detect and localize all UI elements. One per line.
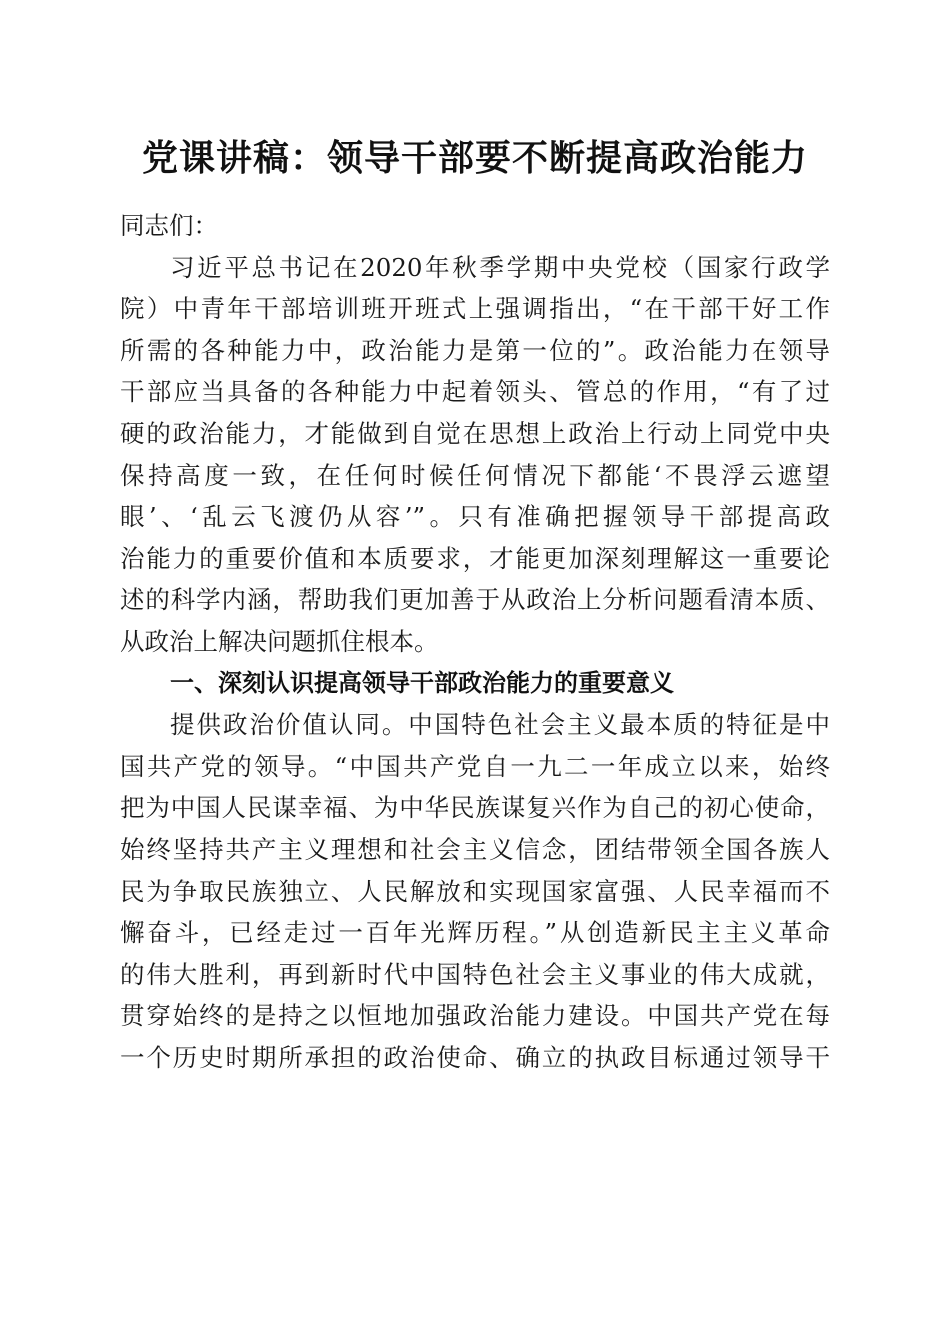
paragraph-line: 习近平总书记在2020年秋季学期中央党校（国家行政学 (170, 252, 830, 282)
paragraph-line: 干部应当具备的各种能力中起着领头、管总的作用，“有了过 (120, 377, 830, 407)
paragraph-line: 懈奋斗，已经走过一百年光辉历程。”从创造新民主主义革命 (120, 918, 830, 948)
paragraph-line: 硬的政治能力，才能做到自觉在思想上政治上行动上同党中央 (120, 418, 830, 448)
salutation: 同志们： (120, 211, 218, 240)
paragraph-line: 从政治上解决问题抓住根本。 (120, 626, 439, 656)
paragraph-line: 提供政治价值认同。中国特色社会主义最本质的特征是中 (170, 710, 830, 740)
document-title: 党课讲稿：领导干部要不断提高政治能力 (141, 137, 808, 179)
paragraph-line: 的伟大胜利，再到新时代中国特色社会主义事业的伟大成就， (120, 959, 830, 989)
paragraph-line: 始终坚持共产主义理想和社会主义信念，团结带领全国各族人 (120, 834, 830, 864)
paragraph-line: 所需的各种能力中，政治能力是第一位的”。政治能力在领导 (120, 335, 830, 365)
paragraph-line: 民为争取民族独立、人民解放和实现国家富强、人民幸福而不 (120, 876, 830, 906)
paragraph-line: 治能力的重要价值和本质要求，才能更加深刻理解这一重要论 (120, 543, 830, 573)
paragraph-line: 国共产党的领导。“中国共产党自一九二一年成立以来，始终 (120, 751, 830, 781)
section-heading: 一、深刻认识提高领导干部政治能力的重要意义 (170, 668, 674, 697)
document-body (120, 205, 830, 1078)
paragraph-line: 述的科学内涵，帮助我们更加善于从政治上分析问题看清本质、 (120, 585, 830, 615)
paragraph-line: 一个历史时期所承担的政治使命、确立的执政目标通过领导干 (120, 1042, 830, 1072)
paragraph-line: 把为中国人民谋幸福、为中华民族谋复兴作为自己的初心使命， (120, 793, 830, 823)
paragraph-line: 院）中青年干部培训班开班式上强调指出，“在干部干好工作 (120, 294, 830, 324)
paragraph-line: 眼’、‘乱云飞渡仍从容’”。只有准确把握领导干部提高政 (120, 502, 830, 532)
paragraph-line: 保持高度一致，在任何时候任何情况下都能‘不畏浮云遮望 (120, 460, 830, 490)
paragraph-line: 贯穿始终的是持之以恒地加强政治能力建设。中国共产党在每 (120, 1001, 830, 1031)
